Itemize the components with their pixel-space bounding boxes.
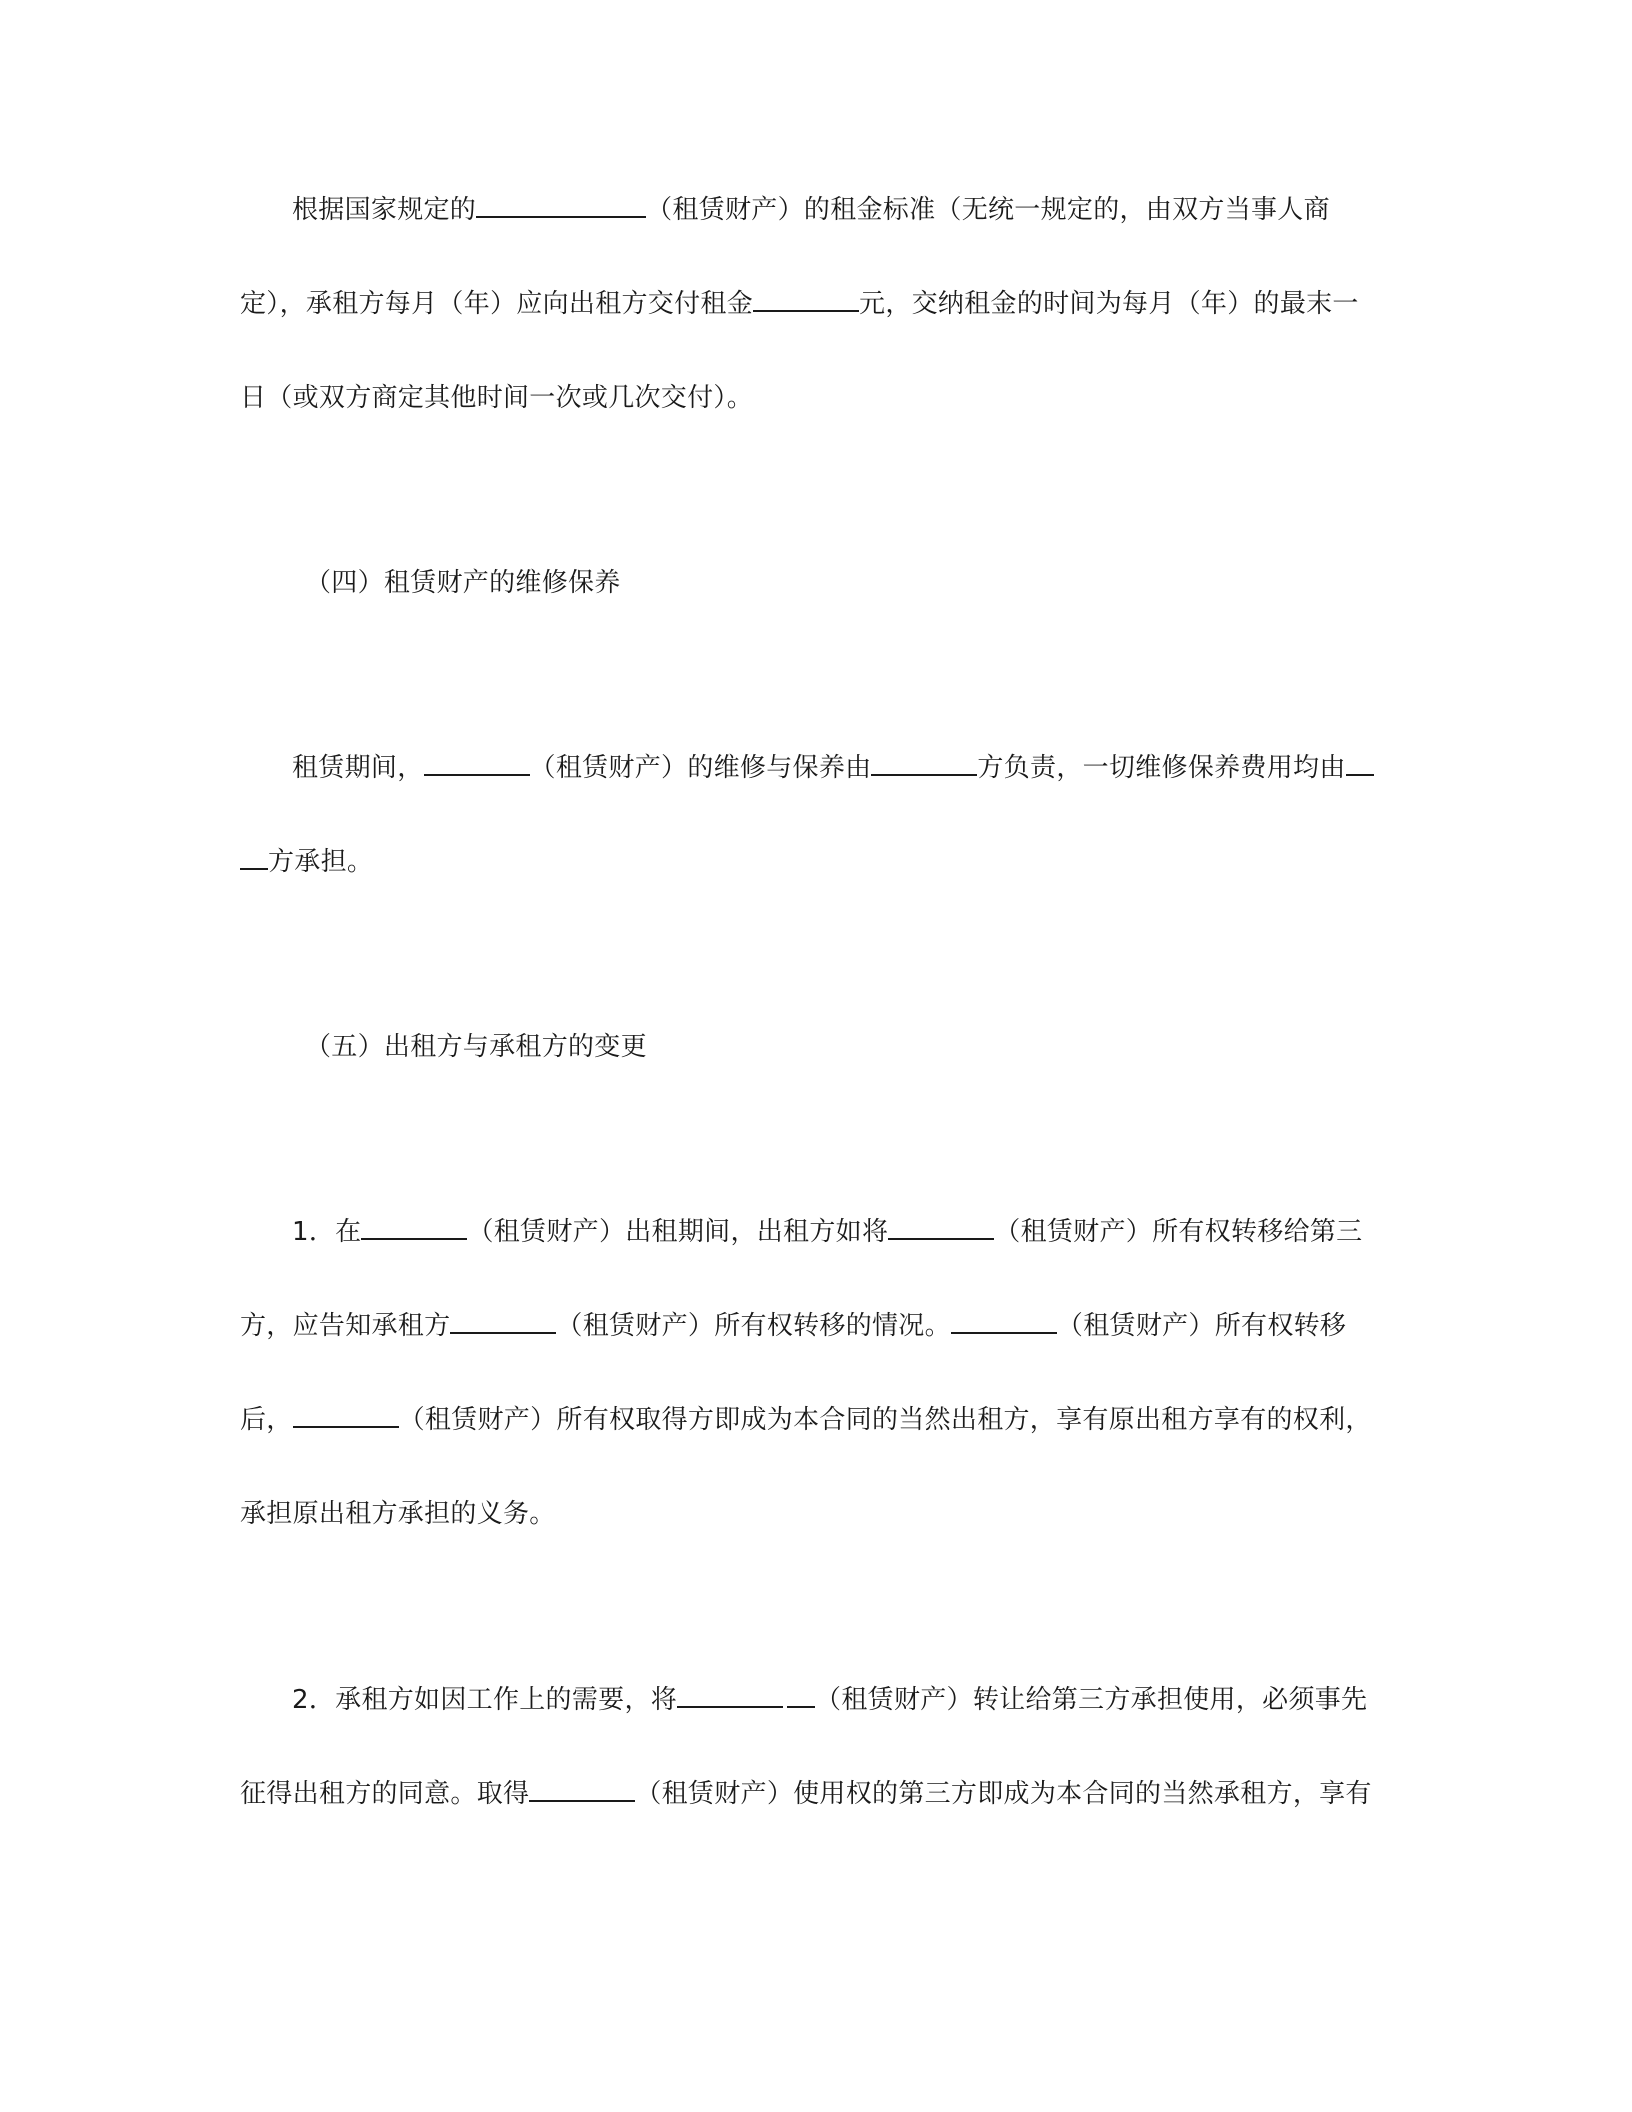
text-segment: （租赁财产）的租金标准（无统一规定的，由双方当事人商 <box>646 195 1330 225</box>
text-segment: （租赁财产）所有权转移给第三 <box>994 1217 1363 1247</box>
fill-blank <box>529 1774 635 1802</box>
rent-paragraph-line-2 <box>240 284 1390 324</box>
maintenance-paragraph-line-1 <box>292 748 1442 788</box>
text-segment: 承担原出租方承担的义务。 <box>240 1499 556 1529</box>
fill-blank <box>450 1306 556 1334</box>
item-2-line-1 <box>292 1680 1442 1720</box>
text-segment: （租赁财产）所有权转移 <box>1056 1311 1347 1341</box>
text-segment: （租赁财产）所有权取得方即成为本合同的当然出租方，享有原出租方享有的权利， <box>398 1405 1372 1435</box>
item-2-line-2 <box>240 1774 1390 1814</box>
text-segment: 元，交纳租金的时间为每月（年）的最末一 <box>859 289 1359 319</box>
item-1-line-1 <box>292 1212 1442 1252</box>
text-segment: 方负责，一切维修保养费用均由 <box>977 753 1346 783</box>
fill-blank <box>240 842 268 870</box>
fill-blank <box>476 190 646 218</box>
text-segment: 定），承租方每月（年）应向出租方交付租金 <box>240 289 754 319</box>
fill-blank <box>677 1680 783 1708</box>
text-segment: 征得出租方的同意。取得 <box>240 1779 530 1809</box>
text-segment: 1．在 <box>292 1217 362 1247</box>
fill-blank <box>871 748 977 776</box>
text-segment: 根据国家规定的 <box>292 195 477 225</box>
text-segment: 2．承租方如因工作上的需要，将 <box>292 1685 678 1715</box>
text-segment: （租赁财产）出租期间，出租方如将 <box>467 1217 889 1247</box>
fill-blank <box>951 1306 1057 1334</box>
section-four-heading: （四）租赁财产的维修保养 <box>305 568 621 598</box>
item-1-line-2 <box>240 1306 1390 1346</box>
fill-blank <box>1346 748 1374 776</box>
fill-blank <box>361 1212 467 1240</box>
rent-paragraph-line-1 <box>292 190 1442 230</box>
section-five-heading: （五）出租方与承租方的变更 <box>305 1032 647 1062</box>
fill-blank <box>293 1400 399 1428</box>
rent-paragraph-line-3 <box>240 378 1390 418</box>
fill-blank <box>753 284 859 312</box>
text-segment: （租赁财产）所有权转移的情况。 <box>556 1311 951 1341</box>
item-1-line-3 <box>240 1400 1390 1440</box>
text-segment: （租赁财产）转让给第三方承担使用，必须事先 <box>815 1685 1368 1715</box>
item-1-line-4 <box>240 1494 1390 1534</box>
text-segment: （租赁财产）使用权的第三方即成为本合同的当然承租方，享有 <box>635 1779 1372 1809</box>
text-segment: 方，应告知承租方 <box>240 1311 451 1341</box>
fill-blank <box>424 748 530 776</box>
text-segment: 租赁期间， <box>292 753 424 783</box>
text-segment: 方承担。 <box>268 847 374 877</box>
text-segment: 后， <box>240 1405 293 1435</box>
text-segment: （租赁财产）的维修与保养由 <box>529 753 872 783</box>
fill-blank <box>787 1680 815 1708</box>
fill-blank <box>888 1212 994 1240</box>
text-segment: 日（或双方商定其他时间一次或几次交付）。 <box>240 383 754 413</box>
maintenance-paragraph-line-2 <box>240 842 1390 882</box>
